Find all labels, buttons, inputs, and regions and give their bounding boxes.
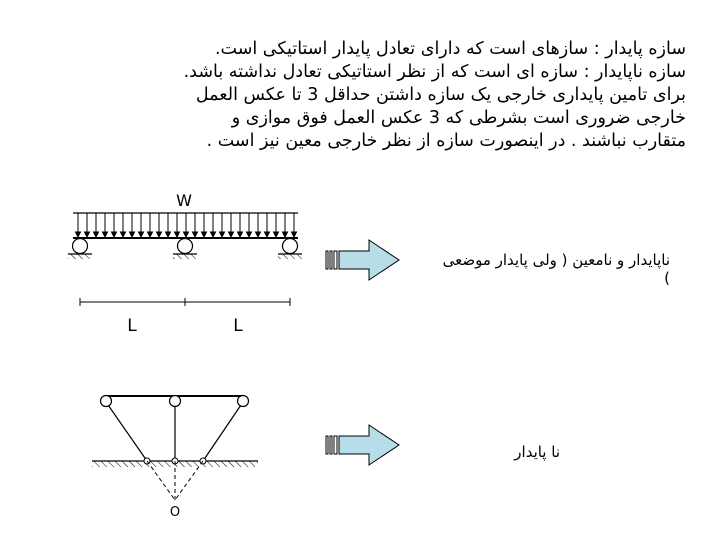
load-arrow-head [220,232,225,237]
load-arrow-head [157,232,162,237]
link-left [106,402,147,461]
load-arrow-head [166,232,171,237]
paragraph-line: سازه پایدار : سازهای است که دارای تعادل پایدار استاتیکی است. [214,39,686,59]
link-result-label: نا پایدار [514,443,560,461]
load-arrow-head [103,232,108,237]
roller-support-middle [173,239,197,260]
block-arrow-right [326,425,399,465]
paragraph-line: برای تامین پایداری خارجی یک سازه داشتن حداقل 3 تا عکس العمل [195,85,686,105]
load-arrow-head [76,232,81,237]
paragraph-line: سازه ناپایدار : سازه ای است که از نظر استاتیکی تعادل نداشته باشد. [183,62,686,82]
load-arrow-head [247,232,252,237]
paragraph-line: متقارب نباشند . در اینصورت سازه از نظر خارجی معین نیز است . [206,131,686,151]
pin-top-middle [170,396,181,407]
load-arrow-head [175,232,180,237]
roller-support-left [68,239,92,260]
dimension-line [80,298,290,306]
load-arrow-head [112,232,117,237]
load-arrow-head [139,232,144,237]
load-arrow-head [184,232,189,237]
load-arrow-head [193,232,198,237]
load-arrow-head [274,232,279,237]
beam-result-label: ناپایدار و نامعین ( ولی پایدار موضعی ) [442,251,670,287]
load-arrows [76,213,297,237]
load-arrow-head [211,232,216,237]
load-arrow-head [121,232,126,237]
load-arrow-head [85,232,90,237]
roller-support-right [278,239,302,260]
pin-top-right [238,396,249,407]
load-arrow-head [130,232,135,237]
load-label: W [176,191,192,210]
block-arrow-right [326,240,399,280]
load-arrow-head [283,232,288,237]
span-label-right: L [233,316,243,336]
span-label-left: L [127,316,137,336]
load-arrow-head [238,232,243,237]
load-arrow-head [256,232,261,237]
link-right [203,402,243,461]
load-arrow-head [148,232,153,237]
load-arrow-head [265,232,270,237]
load-arrow-head [292,232,297,237]
beam-diagram [68,191,399,336]
load-arrow-head [94,232,99,237]
paragraph-line: خارجی ضروری است بشرطی که 3 عکس العمل فوق موازی و [231,108,686,128]
pin-top-left [101,396,112,407]
load-arrow-head [202,232,207,237]
point-label: O [169,505,181,520]
load-arrow-head [229,232,234,237]
link-diagram [92,396,399,521]
